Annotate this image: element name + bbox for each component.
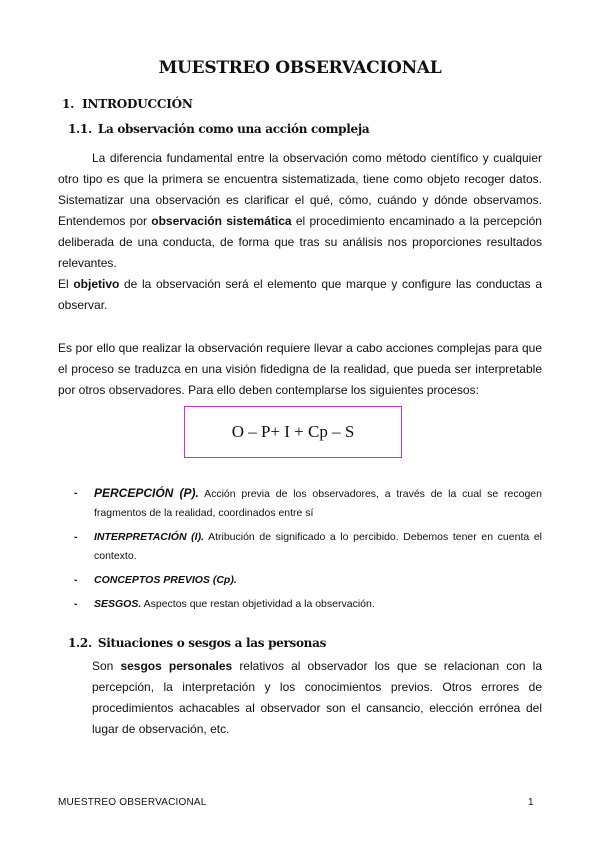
footer-title: MUESTREO OBSERVACIONAL [58,797,207,808]
section-heading-introduccion [62,97,193,111]
list-desc: Acción previa de los observadores, a través de la cual se recogen fragmentos de la realidad, coordinados entre sí [94,488,542,519]
list-dash: - [74,598,78,610]
subsection-heading-1-1 [68,122,369,136]
paragraph-observacion [58,148,542,316]
list-term: INTERPRETACIÓN (I). [94,531,205,543]
list-dash: - [74,574,78,586]
list-term: PERCEPCIÓN (P). [94,486,199,500]
list-item-percepcion [74,484,542,523]
subsection-label: Situaciones o sesgos a las personas [97,636,327,650]
para1b-rest: de la observación será el elemento que marque y configure las conductas a observar. [58,277,542,312]
section-number: 1. [62,97,75,111]
process-list [74,484,542,619]
list-desc: Aspectos que restan objetividad a la observación. [143,598,375,610]
paragraph-procesos: Es por ello que realizar la observación requiere llevar a cabo acciones complejas para que el proceso se traduzca en una visión fidedigna de la realidad, que pueda ser interpretable por otros observadores. Para ello deben contemplarse los siguientes procesos: [58,341,542,397]
list-dash: - [74,531,78,543]
para1-rest: el procedimiento encaminado a la percepción deliberada de una conducta, de forma que tras su análisis nos proporciones resultados relevantes. [58,214,542,270]
para-rest: relativos al observador los que se relacionan con la percepción, la interpretación y los conocimientos previos. Otros errores de procedimientos achacables al observador son el cansancio, elección errónea del lugar de observación, etc. [92,659,543,736]
subsection-label: La observación como una acción compleja [97,122,370,136]
list-item-interpretacion [74,528,542,566]
list-desc: Atribución de significado a lo percibido. Debemos tener en cuenta el contexto. [94,531,542,562]
list-term: CONCEPTOS PREVIOS (Cp). [94,574,237,586]
para1-text: La diferencia fundamental entre la observación como método científico y cualquier otro tipo es que la primera se encuentra sistematizada, tiene como objeto recoger datos. Sistematizar una observación es clarificar el qué, cómo, cuándo y dónde observamos. Entendemos por [58,151,542,228]
formula-text: O – P+ I + Cp – S [231,422,355,441]
para1b-pre: El [58,277,69,291]
subsection-number: 1.2. [68,636,92,650]
formula-box [184,406,402,458]
list-item-conceptos-previos [74,571,542,590]
para-bold-term: sesgos personales [120,659,233,673]
list-term: SESGOS. [94,598,142,610]
para-pre: Son [92,659,114,673]
para1b-bold-term: objetivo [73,277,120,291]
list-item-sesgos [74,595,542,614]
document-title: MUESTREO OBSERVACIONAL [158,58,442,78]
subsection-heading-1-2 [68,636,326,650]
list-dash: - [74,487,78,499]
paragraph-sesgos [92,656,542,740]
para1-bold-term: observación sistemática [151,214,292,228]
page-number: 1 [528,797,534,808]
section-label: INTRODUCCIÓN [82,97,193,111]
subsection-number: 1.1. [68,122,92,136]
